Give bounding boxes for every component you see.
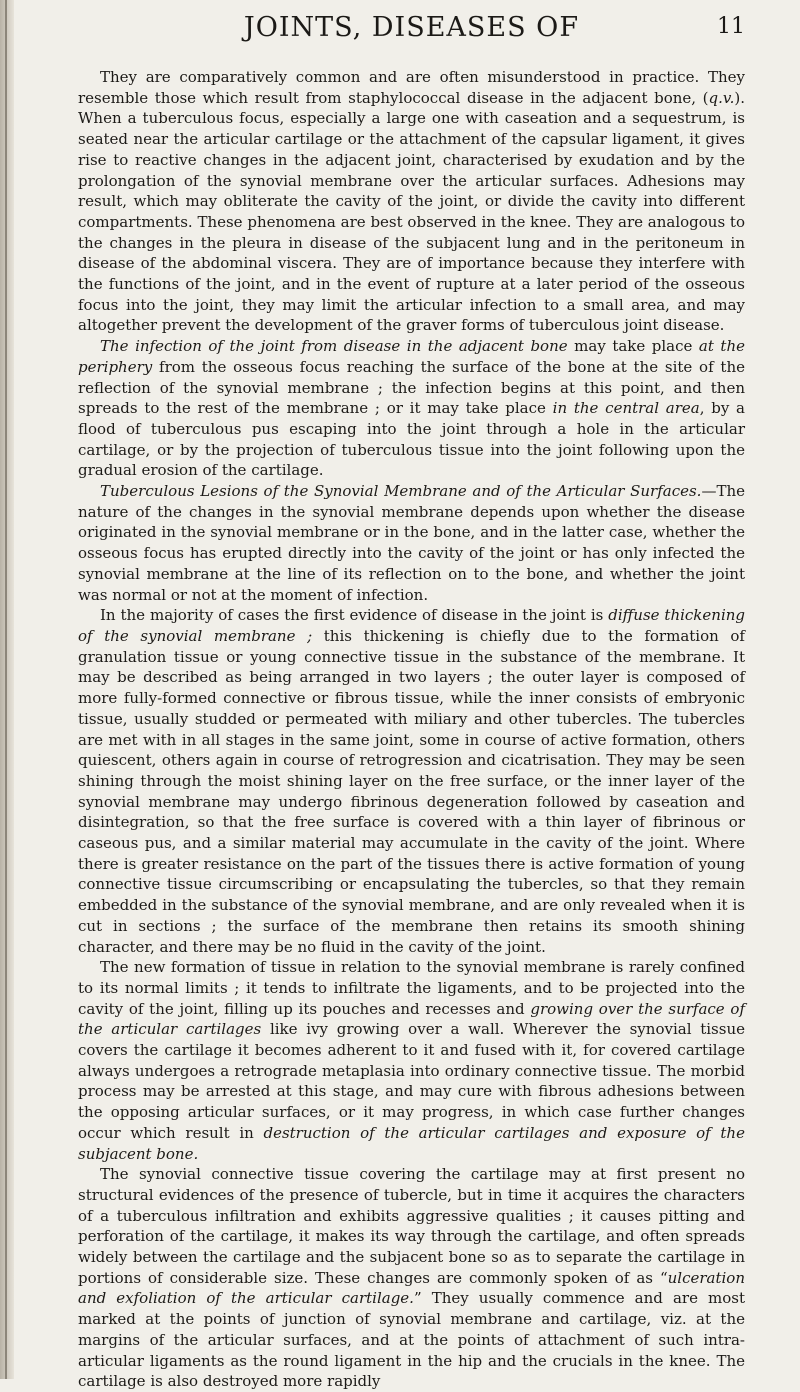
paragraph xyxy=(78,67,745,336)
paragraph xyxy=(78,1164,745,1392)
italic-text-run: in the central area xyxy=(552,399,700,418)
text-run: —The nature of the changes in the synovial membrane depends upon whether the disease originated in the synovial membrane or in the bone, and in the latter case, whether the osseous focus has erupted directly into the cavity of the joint or has only infected the synovial membrane at the line of its reflection on to the bone, and whether the joint was normal or not at the moment of infection. xyxy=(78,482,745,604)
running-title: JOINTS, DISEASES OF xyxy=(243,12,580,43)
paragraph xyxy=(78,605,745,957)
text-run: They are comparatively common and are often misunderstood in practice. They resemble those which result from staphylococcal disease in the adjacent bone, ( xyxy=(78,68,745,107)
page-binding-edge xyxy=(0,0,14,1379)
text-run: this thickening is chiefly due to the formation of granulation tissue or young connective tissue in the substance of the membrane. It may be described as being arranged in two layers ; the outer layer is composed of more fully-formed connective or fibrous tissue, while the inner consists of embryonic tissue, usually studded or permeated with miliary and other tubercles. The tubercles are met with in all stages in the same joint, some in course of active formation, others quiescent, others again in course of retrogression and cicatrisation. They may be seen shining through the moist shining layer on the free surface, or the inner layer of the synovial membrane may undergo fibrinous degeneration followed by caseation and disintegration, so that the free surface is covered with a thin layer of fibrinous or caseous pus, and a similar material may accumulate in the cavity of the joint. Where there is greater resistance on the part of the tissues there is active formation of young connective tissue circumscribing or encapsulating the tubercles, so that they remain embedded in the substance of the synovial membrane, and are only revealed when it is cut in sections ; the surface of the membrane then retains its smooth shining character, and there may be no fluid in the cavity of the joint. xyxy=(78,626,745,956)
text-run: The synovial connective tissue covering the cartilage may at first present no structural evidences of the presence of tubercle, but in time it acquires the characters of a tuberculous infiltration and exhibits aggressive qualities ; it causes pitting and perforation of the cartilage, it makes its way through the cartilage, and often spreads widely between the cartilage and the subjacent bone so as to separate the cartilage in portions of considerable size. These changes are commonly spoken of as “ xyxy=(78,1165,745,1287)
paragraph xyxy=(78,481,745,605)
text-run: The new formation of tissue in relation to the synovial membrane is rarely confined to its normal limits ; it tends to infiltrate the ligaments, and to be projected into the cavity of the joint, filling up its pouches and recesses and xyxy=(78,958,745,1018)
italic-text-run: growing over the surface of the articular cartilages xyxy=(78,999,745,1039)
page-header xyxy=(78,12,745,58)
text-run: ” They usually commence and are most marked at the points of junction of synovial membrane and cartilage, viz. at the margins of the articular surfaces, and at the points of attachment of such intra-articular ligaments as the round ligament in the hip and the crucials in the knee. The cartilage is also destroyed more rapidly xyxy=(78,1289,745,1391)
italic-text-run: Tuberculous Lesions of the Synovial Membrane and of the Articular Surfaces. xyxy=(100,482,702,501)
italic-text-run: destruction of the articular cartilages and exposure of the subjacent bone. xyxy=(78,1123,745,1163)
italic-text-run: ulceration and exfoliation of the articular cartilage. xyxy=(78,1268,745,1308)
text-run: ). When a tuberculous focus, especially a large one with caseation and a sequestrum, is seated near the articular cartilage or the attachment of the capsular ligament, it gives rise to reactive changes in the adjacent joint, characterised by exudation and by the prolongation of the synovial membrane over the articular surfaces. Adhesions may result, which may obliterate the cavity of the joint, or divide the cavity into different compartments. These phenomena are best observed in the knee. They are analogous to the changes in the pleura in disease of the subjacent lung and in the peritoneum in disease of the abdominal viscera. They are of importance because they interfere with the functions of the joint, and in the event of rupture at a later period of the osseous focus into the joint, they may limit the articular infection to a small area, and may altogether prevent the development of the graver forms of tuberculous joint disease. xyxy=(78,88,745,335)
body-text xyxy=(78,67,745,1392)
binding-fold-line xyxy=(5,0,7,1379)
italic-text-run: at the periphery xyxy=(78,337,745,376)
page-number: 11 xyxy=(717,14,745,39)
text-run: from the osseous focus reaching the surface of the bone at the site of the reflection of the synovial membrane ; the infection begins at this point, and then spreads to the rest of the membrane ; or it may take place xyxy=(78,357,745,418)
text-run: like ivy growing over a wall. Wherever the synovial tissue covers the cartilage it becomes adherent to it and fused with it, for covered cartilage always undergoes a retrograde metaplasia into ordinary connective tissue. The morbid process may be arrested at this stage, and may cure with fibrous adhesions between the opposing articular surfaces, or it may progress, in which case further changes occur which result in xyxy=(78,1020,745,1142)
italic-text-run: q.v. xyxy=(708,88,735,107)
italic-text-run: diffuse thickening of the synovial membrane ; xyxy=(78,606,745,645)
text-run: , by a flood of tuberculous pus escaping into the joint through a hole in the articular cartilage, or by the projection of tuberculous tissue into the joint following upon the gradual erosion of the cartilage. xyxy=(78,399,745,480)
paragraph xyxy=(78,957,745,1164)
italic-text-run: The infection of the joint from disease in the adjacent bone xyxy=(100,337,568,356)
text-run: In the majority of cases the first evidence of disease in the joint is xyxy=(100,606,609,625)
paragraph xyxy=(78,336,745,481)
text-run: may take place xyxy=(567,337,699,356)
